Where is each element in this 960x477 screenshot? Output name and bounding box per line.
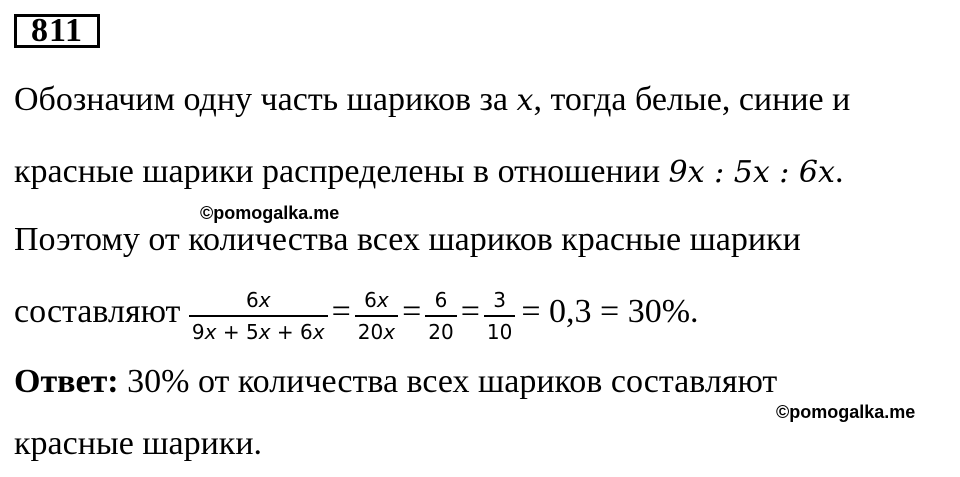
fraction-4-numerator: 3 — [484, 288, 515, 317]
line4-tail: = 0,3 = 30%. — [521, 293, 699, 330]
equals-2: = — [402, 293, 422, 330]
line1-pre: Обозначим одну часть шариков за — [14, 81, 517, 118]
text-line-2 — [14, 152, 843, 193]
fraction-4-denominator: 10 — [486, 320, 513, 345]
fraction-3-denominator: 20 — [428, 320, 454, 345]
line2-pre: красные шарики распределены в отношении — [14, 153, 669, 190]
fraction-4 — [484, 288, 515, 344]
ratio: 9x : 5x : 6x — [668, 155, 835, 190]
line1-post: , тогда белые, синие и — [533, 81, 851, 118]
fraction-1-numerator: 6x — [189, 288, 328, 317]
equals-1: = — [331, 293, 351, 330]
text-line-3: Поэтому от количества всех шариков красные шарики — [14, 221, 801, 258]
fraction-1-denominator: 9x + 5x + 6x — [191, 320, 325, 345]
watermark-1: ©pomogalka.me — [200, 203, 340, 223]
line4-pre: составляют — [14, 293, 189, 330]
fraction-1 — [189, 288, 328, 344]
answer-text: 30% от количества всех шариков составляют — [118, 363, 778, 400]
answer-label: Ответ: — [14, 363, 119, 400]
text-line-1 — [14, 80, 850, 121]
fraction-2-denominator: 20x — [357, 320, 396, 345]
problem-number: 811 — [14, 14, 100, 48]
answer-line-2: красные шарики. — [14, 425, 263, 462]
fraction-3 — [425, 288, 456, 344]
equals-3: = — [460, 293, 480, 330]
answer-line-1 — [14, 362, 777, 402]
text-line-4 — [14, 286, 699, 345]
fraction-2 — [355, 288, 398, 344]
var-x: x — [516, 83, 534, 118]
watermark-2: ©pomogalka.me — [776, 402, 916, 422]
fraction-3-numerator: 6 — [425, 288, 456, 317]
fraction-2-numerator: 6x — [355, 288, 398, 317]
line2-post: . — [834, 153, 844, 190]
